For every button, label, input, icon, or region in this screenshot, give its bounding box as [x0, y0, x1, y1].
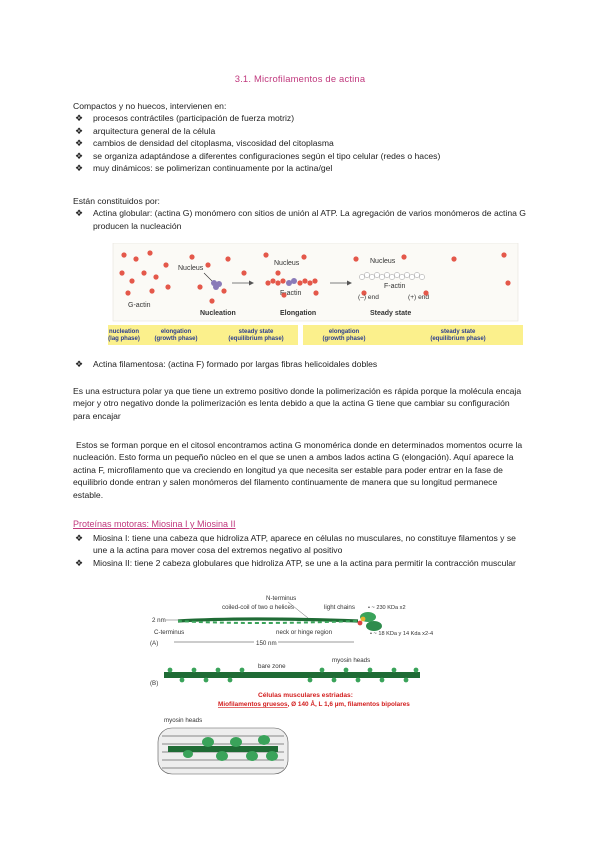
motor-proteins-heading: Proteínas motoras: Miosina I y Miosina II [73, 519, 236, 529]
list-item: ❖ se organiza adaptándose a diferentes configuraciones según el tipo celular (redes o haces) [75, 150, 441, 161]
list-item: ❖ muy dinámicos: se polimerizan continuamente por la actina/gel [75, 163, 333, 174]
light-chains-label: light chains [324, 604, 355, 611]
elongation-label: Elongation [280, 310, 317, 317]
panel-a-label: (A) [150, 640, 159, 647]
diamond-bullet-icon: ❖ [75, 138, 84, 149]
bare-zone-label: bare zone [258, 663, 286, 670]
list-item: ❖ Actina filamentosa: (actina F) formado por largas fibras helicoidales dobles [75, 359, 378, 369]
myosin-heads-label-1: myosin heads [332, 657, 371, 664]
list-item: ❖ Miosina II: tiene 2 cabeza globulares que hidroliza ATP, se une a la actina para permitir la contracción muscular [75, 557, 516, 568]
diamond-bullet-icon: ❖ [75, 125, 84, 136]
intro-list [73, 112, 528, 174]
constituidos-section [73, 195, 528, 232]
steady-state-label: Steady state [370, 310, 412, 317]
phase-bar-right [303, 325, 523, 345]
list-item: ❖ cambios de densidad del citoplasma, viscosidad del citoplasma [75, 138, 334, 149]
intro-section [73, 100, 528, 174]
diamond-bullet-icon: ❖ [75, 208, 84, 219]
phase-label: steady state [238, 329, 274, 335]
list-item: ❖ Miosina I: tiene una cabeza que hidroliza ATP, aparece en células no musculares, no constituye filamentos y se une a la actina para mover cosa del extremos negativo al positivo [75, 533, 516, 556]
light-mass-label: • ~ 18 KDa y 14 Kda x2-4 [370, 631, 434, 637]
phase-label: (growth phase) [154, 336, 198, 342]
thick-filament [164, 668, 420, 683]
constituidos-lead: Están constituidos por: [73, 196, 160, 206]
phase-label: nucleation [108, 329, 140, 335]
muscle-fiber-bundle [158, 728, 288, 774]
diamond-bullet-icon: ❖ [75, 163, 84, 174]
thick-myofilament-caption: Miofilamentos gruesos, Ø 140 Å, L 1,6 µm, filamentos bipolares [218, 701, 410, 708]
filamentosa-list [73, 358, 528, 370]
diamond-bullet-icon: ❖ [75, 359, 84, 369]
neck-label: neck or hinge region [276, 629, 333, 636]
panel-b-label: (B) [150, 680, 159, 687]
phase-label: (equilibrium phase) [430, 336, 486, 342]
paragraph-polar: Es una estructura polar ya que tiene un extremo positivo donde la polimerización es rápida porque la molécula encaja mejor y otro negativo donde la polimerización es lenta debido a que la actina G tiene que cambiar su configuración para encajar [73, 386, 522, 421]
n-terminus-label: N-terminus [266, 595, 297, 602]
actin-polymerization-figure [108, 243, 523, 345]
motores-list [73, 532, 529, 569]
g-actin-label: G-actin [128, 302, 151, 309]
heavy-mass-label: • ~ 230 KDa x2 [368, 605, 406, 611]
phase-label: elongation [160, 329, 192, 335]
filamentosa-section [73, 358, 528, 370]
nucleation-label: Nucleation [200, 310, 236, 317]
list-item: ❖ arquitectura general de la célula [75, 125, 216, 136]
diamond-bullet-icon: ❖ [75, 113, 84, 124]
phase-label: steady state [440, 329, 476, 335]
minus-end-label: (–) end [358, 294, 379, 301]
plus-end-label: (+) end [408, 294, 430, 301]
myosin-figure [148, 590, 448, 842]
length-label: 150 nm [256, 640, 277, 647]
phase-label: (lag phase) [108, 336, 140, 342]
page-title: 3.1. Microfilamentos de actina [234, 73, 366, 84]
phase-label: elongation [328, 329, 360, 335]
c-terminus-label: C-terminus [154, 629, 185, 636]
list-item: ❖ procesos contráctiles (participación de fuerza motriz) [75, 113, 295, 124]
phase-label: (growth phase) [322, 336, 366, 342]
f-actin-label-2: F-actin [384, 283, 406, 290]
coiled-coil-label: coiled-coil of two α helices [222, 604, 295, 611]
striated-muscle-title: Células musculares estriadas: [258, 692, 353, 699]
paragraph-formation: Estos se forman porque en el citosol encontramos actina G monomérica donde en determinados momentos ocurre la nucleación. Esto forma un pequeño núcleo en el que se unen a ambos lados actina G (elongación). Aquí aparece la actina F, microfilamento que va creciendo en longitud ya que necesita ser estable para poder entrar en la fase de equilibrio donde entran y salen monómeros del filamento continuamente de manera que su longitud permanece estable. [73, 440, 523, 500]
motores-section [73, 532, 529, 569]
myosin-heads-label-2: myosin heads [164, 717, 203, 724]
nucleus-label-3: Nucleus [370, 258, 396, 265]
constituidos-list [73, 207, 528, 232]
nucleus-label-2: Nucleus [274, 260, 300, 267]
2nm-label: 2 nm [152, 617, 166, 624]
list-item: ❖ Actina globular: (actina G) monómero con sitios de unión al ATP. La agregación de varios monómeros de actina G producen la nucleación [75, 208, 526, 231]
f-actin-label-1: F-actin [280, 290, 302, 297]
diamond-bullet-icon: ❖ [75, 557, 84, 568]
phase-bar-left [108, 325, 298, 345]
intro-lead: Compactos y no huecos, intervienen en: [73, 101, 227, 111]
nucleus-label-1: Nucleus [178, 265, 204, 272]
diamond-bullet-icon: ❖ [75, 150, 84, 161]
phase-label: (equilibrium phase) [228, 336, 284, 342]
diamond-bullet-icon: ❖ [75, 533, 84, 543]
